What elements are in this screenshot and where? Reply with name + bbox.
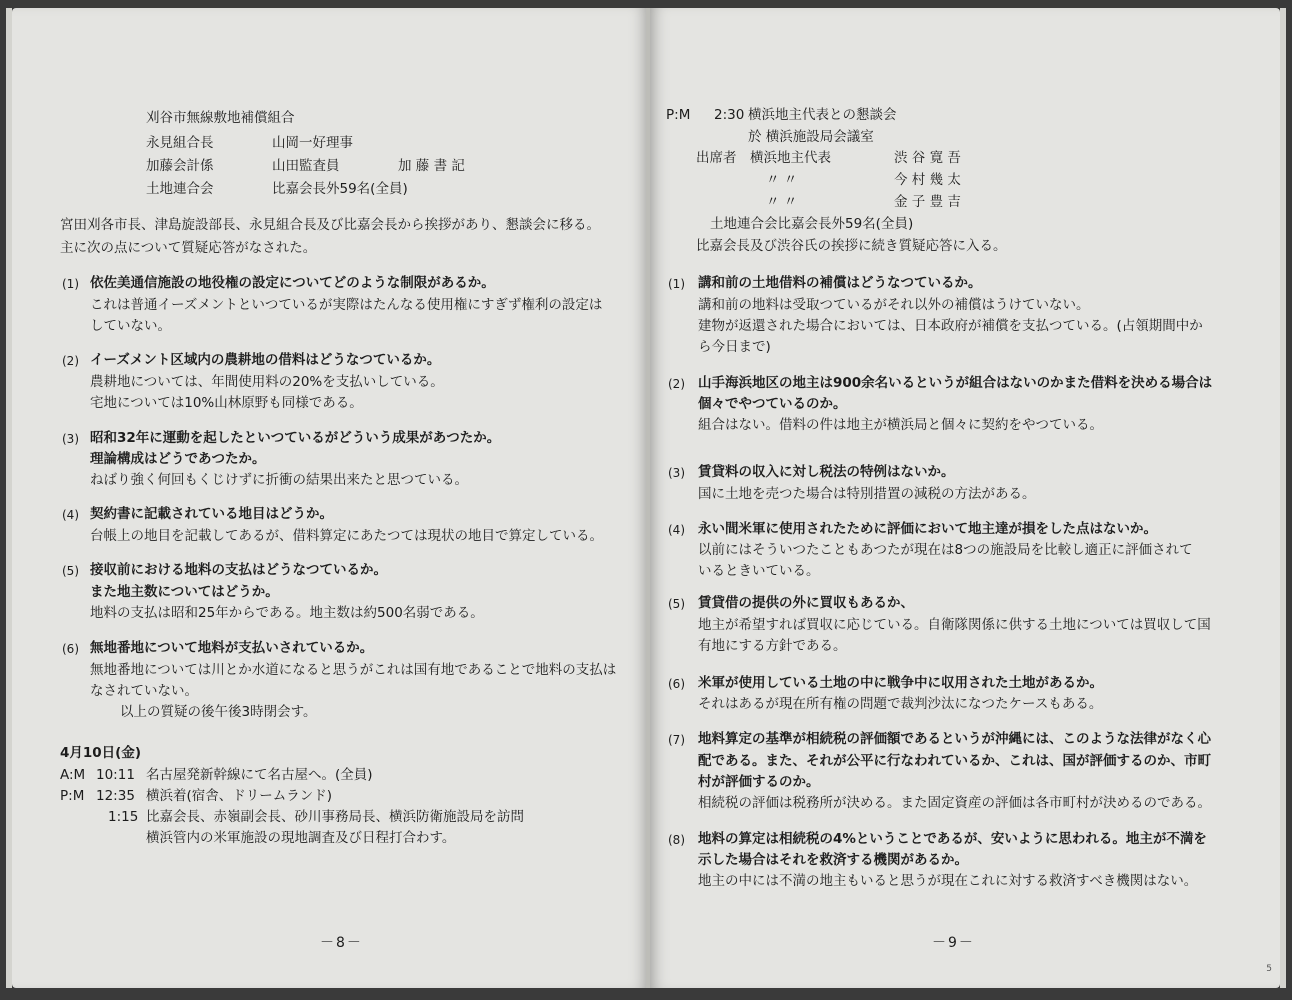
org-name: 刈谷市無線敷地補償組合 — [146, 110, 295, 126]
answer-text: 無地番地については川とか水道になると思うがこれは国有地であることで地料の支払は — [90, 662, 617, 678]
question-text: 村が評価するのか。 — [698, 774, 820, 790]
question-number: (4) — [668, 523, 685, 537]
schedule-text: 比嘉会長、赤嶺副会長、砂川事務局長、横浜防衛施設局を訪問 — [146, 809, 524, 825]
header-time: 2:30 — [714, 107, 745, 123]
answer-text: 建物が返還された場合においては、日本政府が補償を支払つている。(占領期間中か — [698, 318, 1203, 334]
corner-mark: 5 — [1266, 964, 1272, 974]
answer-text: ら今日まで) — [698, 339, 771, 355]
answer-text: していない。 — [90, 318, 171, 334]
question-text: 配である。また、それが公平に行なわれているか、これは、国が評価するのか、市町 — [698, 753, 1211, 769]
schedule-ampm: P:M — [60, 788, 85, 804]
page-number: －8－ — [320, 935, 363, 951]
question-text: 地料の算定は相続税の4%ということであるが、安いように思われる。地主が不満を — [698, 831, 1207, 847]
question-text: 永い間米軍に使用されたために評価において地主達が損をした点はないか。 — [698, 521, 1157, 537]
answer-text: 地主が希望すれば買収に応じている。自衛隊関係に供する土地については買収して国 — [698, 617, 1211, 633]
member-name: 比嘉会長外59名(全員) — [272, 181, 408, 197]
schedule-time: 12:35 — [96, 788, 135, 804]
member-role: 土地連合会 — [146, 181, 214, 197]
answer-text: 台帳上の地目を記載してあるが、借料算定にあたつては現状の地目で算定している。 — [90, 528, 603, 544]
schedule-time: 1:15 — [108, 809, 139, 825]
answer-text: 国に土地を売つた場合は特別措置の減税の方法がある。 — [698, 486, 1036, 502]
question-number: (7) — [668, 733, 685, 747]
left-page — [12, 8, 648, 988]
question-text: 接収前における地料の支払はどうなつているか。 — [90, 562, 387, 578]
header-ampm: P:M — [666, 107, 691, 123]
answer-text: 組合はない。借料の件は地主が横浜局と個々に契約をやつている。 — [698, 417, 1103, 433]
member-extra: 加 藤 書 記 — [398, 158, 465, 174]
attendee-group: 横浜地主代表 — [750, 150, 831, 166]
question-number: (8) — [668, 833, 685, 847]
question-text: 理論構成はどうであつたか。 — [90, 451, 266, 467]
question-text: 無地番地について地料が支払いされているか。 — [90, 640, 374, 656]
answer-text: なされていない。 — [90, 683, 198, 699]
intro-line: 主に次の点について質疑応答がなされた。 — [60, 240, 317, 256]
answer-text: 宅地については10%山林原野も同様である。 — [90, 395, 363, 411]
question-text: 賃貸借の提供の外に買収もあるか、 — [698, 595, 914, 611]
question-text: 講和前の土地借料の補償はどうなつているか。 — [698, 275, 982, 291]
ditto-mark: 〃 〃 — [766, 194, 798, 210]
question-number: (1) — [62, 277, 79, 291]
intro-line: 宮田刈各市長、津島旋設部長、永見組合長及び比嘉会長から挨拶があり、懇談会に移る。 — [60, 217, 600, 233]
question-text: また地主数についてはどうか。 — [90, 584, 279, 600]
question-text: 昭和32年に運動を起したといつているがどういう成果があつたか。 — [90, 430, 501, 446]
closing-text: 以上の質疑の後午後3時閉会す。 — [120, 704, 317, 720]
attendee-name: 今 村 幾 太 — [894, 172, 961, 188]
member-role: 加藤会計係 — [146, 158, 214, 174]
answer-text: 講和前の地料は受取つているがそれ以外の補償はうけていない。 — [698, 297, 1090, 313]
answer-text: 農耕地については、年間使用料の20%を支払いしている。 — [90, 374, 444, 390]
ditto-mark: 〃 〃 — [766, 172, 798, 188]
answer-text: 地料の支払は昭和25年からである。地主数は約500名弱である。 — [90, 605, 484, 621]
question-number: (3) — [668, 466, 685, 480]
question-number: (4) — [62, 508, 79, 522]
answer-text: ねばり強く何回もくじけずに折衝の結果出来たと思つている。 — [90, 472, 468, 488]
question-text: 米軍が使用している土地の中に戦争中に収用された土地があるか。 — [698, 675, 1103, 691]
schedule-text: 横浜着(宿舎、ドリームランド) — [146, 788, 333, 804]
intro-line: 比嘉会長及び渋谷氏の挨拶に続き質疑応答に入る。 — [696, 238, 1007, 254]
answer-text: 相続税の評価は税務所が決める。また固定資産の評価は各市町村が決めるのである。 — [698, 795, 1211, 811]
schedule-ampm: A:M — [60, 767, 86, 783]
schedule-text: 名古屋発新幹線にて名古屋へ。(全員) — [146, 767, 373, 783]
answer-text: 地主の中には不満の地主もいると思うが現在これに対する救済すべき機関はない。 — [698, 873, 1198, 889]
union-attendees: 土地連合会比嘉会長外59名(全員) — [710, 216, 914, 232]
question-text: 契約書に記載されている地目はどうか。 — [90, 506, 333, 522]
question-text: 個々でやつているのか。 — [698, 396, 847, 412]
right-page — [650, 8, 1280, 988]
question-number: (3) — [62, 432, 79, 446]
answer-text: いるときいている。 — [698, 563, 820, 579]
question-number: (1) — [668, 277, 685, 291]
question-text: 示した場合はそれを救済する機関があるか。 — [698, 852, 968, 868]
answer-text: これは普通イーズメントといつているが実際はたんなる使用権にすぎず権利の設定は — [90, 297, 603, 313]
member-name: 山田監査員 — [272, 158, 340, 174]
question-text: イーズメント区域内の農耕地の借料はどうなつているか。 — [90, 352, 441, 368]
question-number: (5) — [668, 597, 685, 611]
answer-text: 有地にする方針である。 — [698, 638, 847, 654]
header-event: 横浜地主代表との懇談会 — [748, 107, 897, 123]
question-number: (2) — [668, 377, 685, 391]
page-number: －9－ — [932, 935, 975, 951]
schedule-time: 10:11 — [96, 767, 135, 783]
question-number: (6) — [668, 677, 685, 691]
question-text: 山手海浜地区の地主は900余名いるというが組合はないのかまた借料を決める場合は — [698, 375, 1213, 391]
attendee-name: 金 子 豊 吉 — [894, 194, 961, 210]
member-role: 永見組合長 — [146, 135, 214, 151]
member-name: 山岡一好理事 — [272, 135, 353, 151]
answer-text: それはあるが現在所有権の問題で裁判沙汰になつたケースもある。 — [698, 696, 1103, 712]
attendee-name: 渋 谷 寛 吾 — [894, 150, 961, 166]
attendee-label: 出席者 — [696, 150, 737, 166]
schedule-text: 横浜管内の米軍施設の現地調査及び日程打合わす。 — [146, 830, 456, 846]
header-venue: 於 横浜施設局会議室 — [748, 129, 874, 145]
question-number: (2) — [62, 354, 79, 368]
date-heading: 4月10日(金) — [60, 745, 142, 761]
question-number: (6) — [62, 642, 79, 656]
answer-text: 以前にはそういつたこともあつたが現在は8つの施設局を比較し適正に評価されて — [698, 542, 1193, 558]
question-number: (5) — [62, 564, 79, 578]
question-text: 賃貸料の収入に対し税法の特例はないか。 — [698, 464, 955, 480]
question-text: 依佐美通信施設の地役権の設定についてどのような制限があるか。 — [90, 275, 495, 291]
question-text: 地料算定の基準が相続税の評価額であるというが沖縄には、このような法律がなく心 — [698, 731, 1211, 747]
